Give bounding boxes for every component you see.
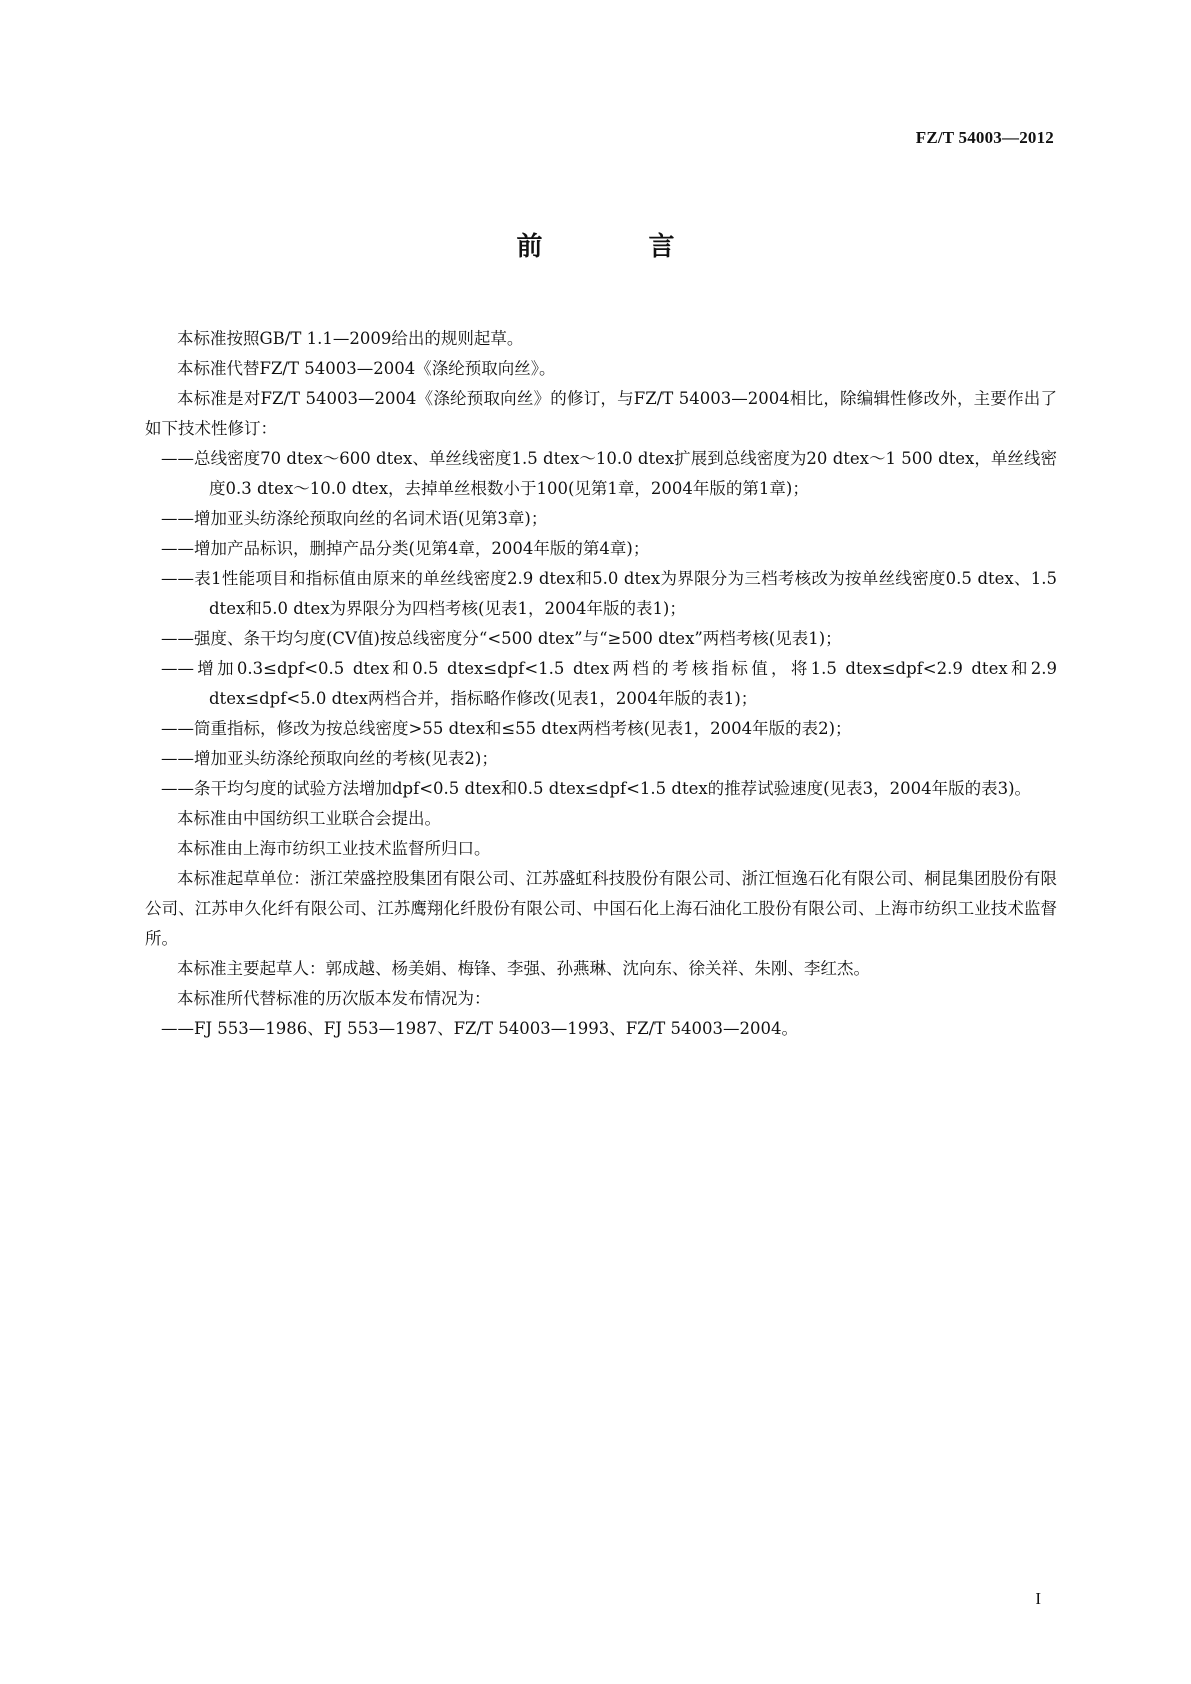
foreword-body: [145, 324, 1057, 1044]
paragraph-drafting-units: 本标准起草单位：浙江荣盛控股集团有限公司、江苏盛虹科技股份有限公司、浙江恒逸石化有限公司、桐昆集团股份有限公司、江苏申久化纤有限公司、江苏鹰翔化纤股份有限公司、中国石化上海石油化工股份有限公司、上海市纺织工业技术监督所。: [145, 869, 1057, 948]
paragraph-proposer: 本标准由中国纺织工业联合会提出。: [177, 809, 441, 828]
revision-item: ——强度、条干均匀度(CV值)按总线密度分“<500 dtex”与“≥500 dtex”两档考核(见表1)；: [161, 629, 842, 648]
revision-item: ——增加产品标识，删掉产品分类(见第4章，2004年版的第4章)；: [161, 539, 650, 558]
paragraph-revision-intro: 本标准是对FZ/T 54003—2004《涤纶预取向丝》的修订，与FZ/T 54003—2004相比，除编辑性修改外，主要作出了如下技术性修订：: [145, 389, 1057, 438]
paragraph-replaces: 本标准代替FZ/T 54003—2004《涤纶预取向丝》。: [177, 359, 556, 378]
revision-item: ——筒重指标，修改为按总线密度>55 dtex和≤55 dtex两档考核(见表1，2004年版的表2)；: [161, 719, 852, 738]
revision-item: ——增加0.3≤dpf<0.5 dtex和0.5 dtex≤dpf<1.5 dtex两档的考核指标值，将1.5 dtex≤dpf<2.9 dtex和2.9 dtex≤dpf<5.0 dtex两档合并，指标略作修改(见表1，2004年版的表1)；: [161, 659, 1057, 708]
history-item: ——FJ 553—1986、FJ 553—1987、FZ/T 54003—1993、FZ/T 54003—2004。: [161, 1019, 798, 1038]
paragraph-history-intro: 本标准所代替标准的历次版本发布情况为：: [177, 989, 491, 1008]
page-title: 前 言: [516, 232, 715, 262]
revision-item: ——总线密度70 dtex～600 dtex、单丝线密度1.5 dtex～10.0 dtex扩展到总线密度为20 dtex～1 500 dtex，单丝线密度0.3 dtex～10.0 dtex，去掉单丝根数小于100(见第1章，2004年版的第1章)；: [161, 449, 1057, 498]
page-number: I: [1035, 1589, 1041, 1608]
paragraph-drafters: 本标准主要起草人：郭成越、杨美娟、梅锋、李强、孙燕琳、沈向东、徐关祥、朱刚、李红杰。: [177, 959, 870, 978]
paragraph-centralized-by: 本标准由上海市纺织工业技术监督所归口。: [177, 839, 491, 858]
revision-item: ——表1性能项目和指标值由原来的单丝线密度2.9 dtex和5.0 dtex为界限分为三档考核改为按单丝线密度0.5 dtex、1.5 dtex和5.0 dtex为界限分为四档考核(见表1，2004年版的表1)；: [161, 569, 1057, 618]
paragraph-drafting-rules: 本标准按照GB/T 1.1—2009给出的规则起草。: [177, 329, 524, 348]
revision-item: ——条干均匀度的试验方法增加dpf<0.5 dtex和0.5 dtex≤dpf<1.5 dtex的推荐试验速度(见表3，2004年版的表3)。: [161, 779, 1032, 798]
revision-item: ——增加亚头纺涤纶预取向丝的考核(见表2)；: [161, 749, 498, 768]
revision-item: ——增加亚头纺涤纶预取向丝的名词术语(见第3章)；: [161, 509, 548, 528]
document-code: FZ/T 54003—2012: [915, 128, 1054, 147]
